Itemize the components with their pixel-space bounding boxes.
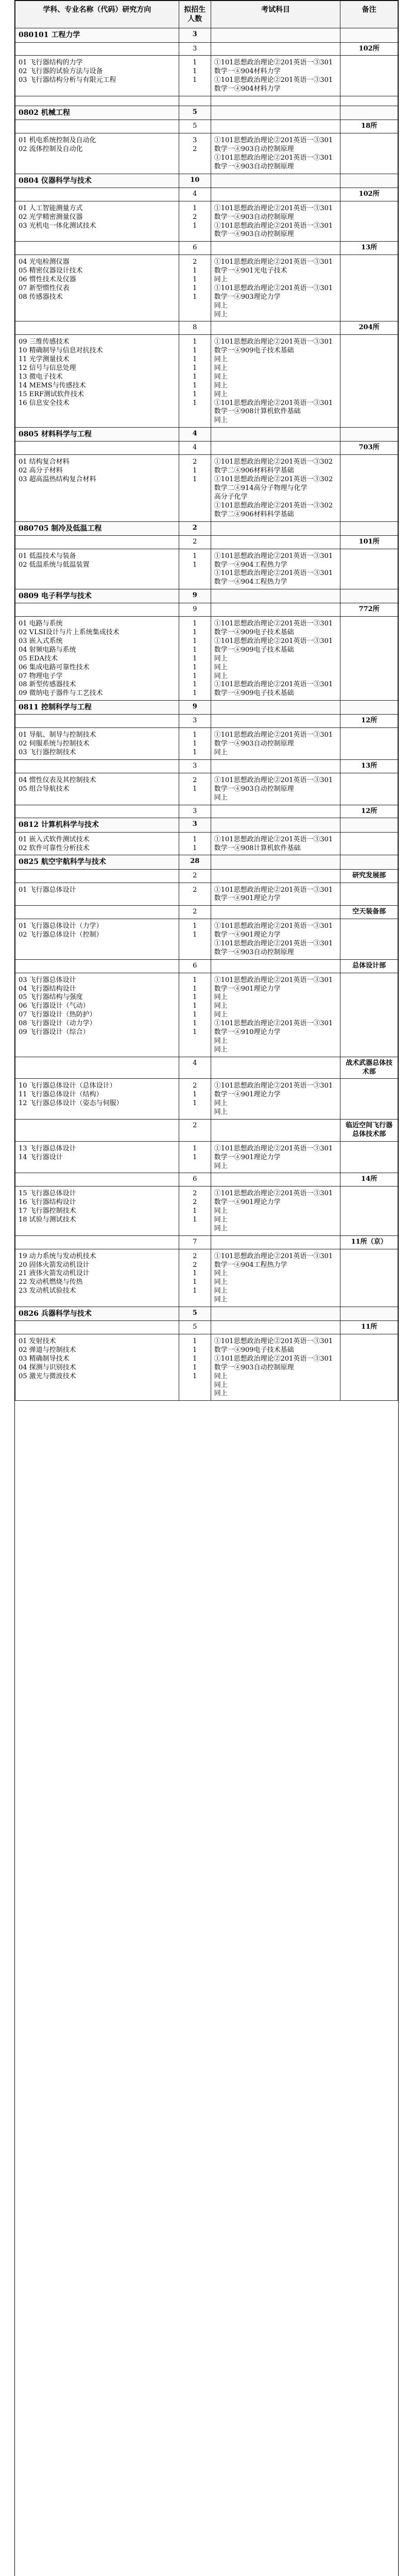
table-row (15, 883, 398, 906)
cell-exam-subjects (211, 906, 340, 919)
cell-exam-subjects (211, 715, 340, 728)
header-col4: 备注 (340, 1, 398, 28)
cell-count: 2 2 1 1 1 (179, 1249, 211, 1307)
cell-count: 7 (179, 1235, 211, 1249)
cell-count: 1 1 1 1 1 (179, 1334, 211, 1401)
cell-exam-subjects: ①101思想政治理论②201英语一③301数学一④903自动控制原理 ①101思想政治理论②201英语一③301数学一④903自动控制原理 (211, 201, 340, 242)
cell-count: 1 1 1 1 1 1 1 1 (179, 335, 211, 428)
cell-notes: 11所（京） (340, 1235, 398, 1249)
cell-exam-subjects (211, 42, 340, 56)
cell-count: 2 1 1 1 1 (179, 255, 211, 321)
unit-row (15, 959, 398, 973)
header-col2: 拟招生人数 (179, 1, 211, 28)
cell-notes: 空天装备部 (340, 906, 398, 919)
table-row (15, 1187, 398, 1235)
cell-count: 3 (179, 760, 211, 773)
cell-notes (340, 96, 398, 106)
cell-count: 5 (179, 1307, 211, 1321)
table-row (15, 549, 398, 589)
cell-discipline: 04 惯性仪表及其控制技术 05 组合导航技术 (15, 773, 179, 805)
cell-count: 1 2 1 (179, 201, 211, 242)
cell-count: 1 1 (179, 549, 211, 589)
cell-exam-subjects (211, 869, 340, 883)
cell-notes: 14所 (340, 1173, 398, 1187)
table-body (15, 28, 398, 1401)
cell-count: 1 1 (179, 1141, 211, 1173)
admission-table (15, 1, 398, 1401)
cell-notes: 战术武器总体技术部 (340, 1057, 398, 1079)
cell-discipline (15, 442, 179, 455)
cell-exam-subjects (211, 603, 340, 617)
cell-discipline: 01 电路与系统 02 VLSI设计与片上系统集成技术 03 嵌入式系统 04 射频电路与系统 05 EDA技术 06 集成电路可靠性技术 07 物理电子学 08 新型传感器技术 09 微纳电子器件与工艺技术 (15, 617, 179, 701)
cell-count: 3 2 (179, 133, 211, 174)
table-row (15, 773, 398, 805)
category-row (15, 855, 398, 869)
cell-notes (340, 133, 398, 174)
cell-discipline: 15 飞行器总体设计 16 飞行器结构设计 17 飞行器控制技术 18 试验与测试技术 (15, 1187, 179, 1235)
cell-exam-subjects (211, 1235, 340, 1249)
cell-count: 1 1 1 1 1 1 1 1 1 (179, 617, 211, 701)
cell-discipline: 01 飞行器总体设计（力学） 02 飞行器总体设计（控制） (15, 919, 179, 960)
cell-count (179, 96, 211, 106)
cell-notes (340, 701, 398, 715)
cell-exam-subjects: ①101思想政治理论②201英语一③301数学一④901理论力学 (211, 883, 340, 906)
page (14, 0, 399, 2576)
cell-notes: 11所 (340, 1321, 398, 1334)
cell-exam-subjects (211, 106, 340, 120)
cell-exam-subjects (211, 589, 340, 603)
cell-notes (340, 428, 398, 442)
unit-row (15, 42, 398, 56)
cell-exam-subjects: ①101思想政治理论②201英语一③301数学一④901理论力学 同上 同上 同上 (211, 1187, 340, 1235)
cell-count: 10 (179, 174, 211, 188)
cell-exam-subjects (211, 818, 340, 832)
cell-discipline (15, 242, 179, 255)
cell-notes: 204所 (340, 321, 398, 335)
cell-discipline: 01 结构复合材料 02 高分子材料 03 超高温热结构复合材料 (15, 455, 179, 521)
cell-notes: 101所 (340, 535, 398, 549)
cell-notes: 研究发展部 (340, 869, 398, 883)
cell-notes: 12所 (340, 805, 398, 818)
cell-discipline: 0826 兵器科学与技术 (15, 1307, 179, 1321)
cell-discipline: 01 低温技术与装备 02 低温系统与低温装置 (15, 549, 179, 589)
cell-discipline (15, 120, 179, 133)
cell-count: 9 (179, 701, 211, 715)
cell-exam-subjects (211, 321, 340, 335)
cell-notes: 13所 (340, 760, 398, 773)
cell-exam-subjects (211, 521, 340, 535)
cell-count: 3 (179, 818, 211, 832)
cell-discipline (15, 188, 179, 201)
cell-count: 4 (179, 442, 211, 455)
cell-notes (340, 455, 398, 521)
unit-row (15, 188, 398, 201)
table-row (15, 1079, 398, 1120)
cell-notes (340, 28, 398, 42)
cell-notes: 临近空间飞行器总体技术部 (340, 1120, 398, 1142)
unit-row (15, 321, 398, 335)
cell-discipline (15, 869, 179, 883)
cell-notes (340, 1249, 398, 1307)
category-row (15, 28, 398, 42)
cell-notes (340, 919, 398, 960)
cell-count: 1 1 (179, 919, 211, 960)
cell-exam-subjects (211, 760, 340, 773)
cell-count: 2 (179, 521, 211, 535)
cell-discipline (15, 760, 179, 773)
cell-exam-subjects: ①101思想政治理论②201英语一③301数学一④908计算机软件基础 (211, 832, 340, 855)
cell-notes (340, 549, 398, 589)
cell-notes (340, 1307, 398, 1321)
cell-notes (340, 973, 398, 1057)
cell-notes (340, 818, 398, 832)
cell-count: 3 (179, 42, 211, 56)
cell-notes: 772所 (340, 603, 398, 617)
category-row (15, 106, 398, 120)
category-row (15, 1307, 398, 1321)
cell-count: 9 (179, 603, 211, 617)
unit-row (15, 869, 398, 883)
cell-notes (340, 1334, 398, 1401)
table-row (15, 133, 398, 174)
cell-discipline: 0802 机械工程 (15, 106, 179, 120)
cell-discipline: 0811 控制科学与工程 (15, 701, 179, 715)
unit-row (15, 603, 398, 617)
cell-discipline: 01 飞行器总体设计 (15, 883, 179, 906)
cell-discipline: 10 飞行器总体设计（总体设计） 11 飞行器总体设计（结构） 12 飞行器总体设计（姿态与伺服） (15, 1079, 179, 1120)
unit-row (15, 715, 398, 728)
cell-discipline: 19 动力系统与发动机技术 20 固体火箭发动机设计 21 液体火箭发动机设计 22 发动机燃烧与传热 23 发动机试验技术 (15, 1249, 179, 1307)
cell-count: 5 (179, 120, 211, 133)
cell-exam-subjects: ①101思想政治理论②201英语一③301数学一④903自动控制原理 ①101思想政治理论②201英语一③301数学一④903自动控制原理 (211, 133, 340, 174)
cell-discipline (15, 715, 179, 728)
cell-count: 5 (179, 106, 211, 120)
cell-exam-subjects (211, 442, 340, 455)
cell-discipline: 01 人工智能测量方式 02 光学精密测量仪器 03 光机电一体化测试技术 (15, 201, 179, 242)
cell-count: 4 (179, 1057, 211, 1079)
unit-row (15, 760, 398, 773)
cell-exam-subjects: ①101思想政治理论②201英语一③301数学一④903自动控制原理 同上 (211, 728, 340, 760)
cell-discipline (15, 42, 179, 56)
cell-count: 9 (179, 589, 211, 603)
cell-count: 6 (179, 1173, 211, 1187)
cell-exam-subjects (211, 1120, 340, 1142)
unit-row (15, 120, 398, 133)
cell-notes (340, 589, 398, 603)
table-row (15, 455, 398, 521)
cell-count: 2 1 1 (179, 455, 211, 521)
cell-notes (340, 773, 398, 805)
table-row (15, 201, 398, 242)
cell-exam-subjects: ①101思想政治理论②201英语一③301数学一④901理论力学 同上 (211, 1141, 340, 1173)
cell-count: 1 1 1 (179, 728, 211, 760)
category-row (15, 701, 398, 715)
cell-notes (340, 174, 398, 188)
cell-discipline: 13 飞行器总体设计 14 飞行器设计 (15, 1141, 179, 1173)
cell-count: 5 (179, 1321, 211, 1334)
cell-count: 6 (179, 242, 211, 255)
unit-row (15, 1173, 398, 1187)
category-row (15, 521, 398, 535)
cell-notes (340, 1187, 398, 1235)
spacer-row (15, 96, 398, 106)
cell-discipline: 0825 航空宇航科学与技术 (15, 855, 179, 869)
header-col1: 学科、专业名称（代码）研究方向 (15, 1, 179, 28)
cell-count: 2 (179, 906, 211, 919)
header-col3: 考试科目 (211, 1, 340, 28)
cell-count: 1 1 1 1 1 1 1 (179, 973, 211, 1057)
cell-exam-subjects: ①101思想政治理论②201英语一③302数学二④906材料科学基础 ①101思想政治理论②201英语一③302数学二④914高分子物理与化学 高分子化学 ①101思想政治理论②201英语一③302数学二④906材料科学基础 (211, 455, 340, 521)
cell-notes (340, 728, 398, 760)
cell-count: 2 1 (179, 773, 211, 805)
table-row (15, 973, 398, 1057)
cell-notes (340, 1141, 398, 1173)
cell-exam-subjects (211, 855, 340, 869)
cell-notes (340, 255, 398, 321)
cell-discipline (15, 906, 179, 919)
cell-discipline (15, 1120, 179, 1142)
unit-row (15, 1321, 398, 1334)
cell-count: 2 (179, 883, 211, 906)
cell-exam-subjects: ①101思想政治理论②201英语一③301数学一④904工程热力学 ①101思想政治理论②201英语一③301数学一④904工程热力学 (211, 549, 340, 589)
cell-exam-subjects (211, 174, 340, 188)
cell-count: 28 (179, 855, 211, 869)
cell-notes: 12所 (340, 715, 398, 728)
cell-exam-subjects (211, 120, 340, 133)
cell-discipline: 0812 计算机科学与技术 (15, 818, 179, 832)
cell-exam-subjects (211, 1307, 340, 1321)
category-row (15, 174, 398, 188)
table-header (15, 1, 398, 28)
cell-exam-subjects (211, 188, 340, 201)
cell-notes (340, 335, 398, 428)
cell-discipline: 01 导航、制导与控制技术 02 伺服系统与控制技术 03 飞行器控制技术 (15, 728, 179, 760)
cell-exam-subjects: ①101思想政治理论②201英语一③301数学一④901理论力学 ①101思想政治理论②201英语一③301数学一④903自动控制原理 (211, 919, 340, 960)
cell-exam-subjects: ①101思想政治理论②201英语一③301数学一④909电子技术基础 同上 同上 同上 同上 同上 ①101思想政治理论②201英语一③301数学一④908计算机软件基础 同上 (211, 335, 340, 428)
unit-row (15, 242, 398, 255)
cell-exam-subjects: ①101思想政治理论②201英语一③301数学一④903自动控制原理 同上 (211, 773, 340, 805)
cell-notes (340, 855, 398, 869)
cell-notes: 总体设计部 (340, 959, 398, 973)
cell-exam-subjects (211, 242, 340, 255)
table-row (15, 1249, 398, 1307)
table-row (15, 728, 398, 760)
cell-discipline (15, 1235, 179, 1249)
cell-discipline: 04 光电检测仪器 05 精密仪器设计技术 06 惯性技术及仪器 07 新型惯性仪表 08 传感器技术 (15, 255, 179, 321)
cell-count: 4 (179, 428, 211, 442)
cell-count: 4 (179, 188, 211, 201)
cell-notes: 703所 (340, 442, 398, 455)
cell-count: 1 1 1 (179, 56, 211, 96)
category-row (15, 428, 398, 442)
category-row (15, 818, 398, 832)
table-row (15, 56, 398, 96)
cell-exam-subjects (211, 805, 340, 818)
cell-exam-subjects (211, 959, 340, 973)
cell-count: 2 (179, 869, 211, 883)
cell-notes: 13所 (340, 242, 398, 255)
cell-notes (340, 832, 398, 855)
table-row (15, 255, 398, 321)
cell-discipline: 0809 电子科学与技术 (15, 589, 179, 603)
cell-discipline (15, 959, 179, 973)
unit-row (15, 1057, 398, 1079)
cell-count: 8 (179, 321, 211, 335)
unit-row (15, 1235, 398, 1249)
cell-discipline: 03 飞行器总体设计 04 飞行器结构设计 05 飞行器结构与强度 06 飞行器设计（气动） 07 飞行器设计（热防护） 08 飞行器设计（动力学） 09 飞行器设计（综合） (15, 973, 179, 1057)
table-row (15, 1334, 398, 1401)
cell-exam-subjects (211, 96, 340, 106)
cell-exam-subjects: ①101思想政治理论②201英语一③301数学一④901光电子技术 同上 ①101思想政治理论②201英语一③301数学一④903理论力学 同上 同上 (211, 255, 340, 321)
cell-count: 2 2 1 1 (179, 1187, 211, 1235)
cell-notes (340, 1079, 398, 1120)
cell-discipline (15, 1321, 179, 1334)
cell-count: 3 (179, 715, 211, 728)
cell-notes (340, 617, 398, 701)
cell-discipline: 01 机电系统控制及自动化 02 流体控制及自动化 (15, 133, 179, 174)
cell-discipline (15, 1173, 179, 1187)
table-row (15, 335, 398, 428)
cell-exam-subjects (211, 1057, 340, 1079)
cell-exam-subjects (211, 701, 340, 715)
table-row (15, 617, 398, 701)
cell-notes (340, 521, 398, 535)
cell-notes: 18所 (340, 120, 398, 133)
unit-row (15, 1120, 398, 1142)
cell-discipline: 01 嵌入式软件测试技术 02 软件可靠性分析技术 (15, 832, 179, 855)
cell-exam-subjects (211, 28, 340, 42)
cell-exam-subjects: ①101思想政治理论②201英语一③301数学一④904工程热力学 同上 同上 同上 同上 (211, 1249, 340, 1307)
cell-discipline (15, 805, 179, 818)
cell-discipline (15, 96, 179, 106)
cell-exam-subjects (211, 428, 340, 442)
cell-discipline: 080705 制冷及低温工程 (15, 521, 179, 535)
cell-count: 1 1 (179, 832, 211, 855)
cell-notes: 102所 (340, 42, 398, 56)
cell-exam-subjects (211, 535, 340, 549)
cell-count: 2 (179, 535, 211, 549)
unit-row (15, 442, 398, 455)
table-row (15, 832, 398, 855)
cell-count: 3 (179, 28, 211, 42)
cell-count: 6 (179, 959, 211, 973)
cell-exam-subjects: ①101思想政治理论②201英语一③301数学一④901理论力学 同上 同上 (211, 1079, 340, 1120)
cell-count: 2 1 1 (179, 1079, 211, 1120)
unit-row (15, 535, 398, 549)
cell-notes (340, 201, 398, 242)
cell-notes (340, 106, 398, 120)
cell-exam-subjects (211, 1321, 340, 1334)
cell-count: 3 (179, 805, 211, 818)
cell-count: 2 (179, 1120, 211, 1142)
cell-discipline (15, 1057, 179, 1079)
category-row (15, 589, 398, 603)
cell-exam-subjects: ①101思想政治理论②201英语一③301数学一④909电子技术基础 ①101思想政治理论②201英语一③301数学一④909电子技术基础 同上 同上 同上 ①101思想政治理论②201英语一③301数学一④909电子技术基础 (211, 617, 340, 701)
unit-row (15, 906, 398, 919)
cell-notes (340, 883, 398, 906)
cell-discipline (15, 603, 179, 617)
cell-exam-subjects (211, 1173, 340, 1187)
cell-discipline: 0805 材料科学与工程 (15, 428, 179, 442)
cell-discipline: 09 三维传感技术 10 精确制导与信息对抗技术 11 光学测量技术 12 信号与信息处理 13 微电子技术 14 MEMS与传感技术 15 ERF测试软件技术 16 信息安全技术 (15, 335, 179, 428)
cell-notes: 102所 (340, 188, 398, 201)
cell-discipline: 01 发射技术 02 弹道与控制技术 03 精确制导技术 04 探测与识别技术 05 激光与微波技术 (15, 1334, 179, 1401)
cell-notes (340, 56, 398, 96)
cell-discipline: 0804 仪器科学与技术 (15, 174, 179, 188)
cell-discipline (15, 535, 179, 549)
unit-row (15, 805, 398, 818)
table-row (15, 1141, 398, 1173)
cell-discipline: 080101 工程力学 (15, 28, 179, 42)
cell-discipline (15, 321, 179, 335)
cell-exam-subjects: ①101思想政治理论②201英语一③301数学一④904材料力学 ①101思想政治理论②201英语一③301数学一④904材料力学 (211, 56, 340, 96)
cell-exam-subjects: ①101思想政治理论②201英语一③301数学一④901理论力学 同上 同上 同上 ①101思想政治理论②201英语一③301数学一④910理论力学 同上 同上 (211, 973, 340, 1057)
table-row (15, 919, 398, 960)
cell-exam-subjects: ①101思想政治理论②201英语一③301数学一④909电子技术基础 ①101思想政治理论②201英语一③301数学一④903自动控制原理 同上 同上 同上 (211, 1334, 340, 1401)
cell-discipline: 01 飞行器结构的力学 02 飞行器的试验方法与设备 03 飞行器结构分析与有限元工程 (15, 56, 179, 96)
